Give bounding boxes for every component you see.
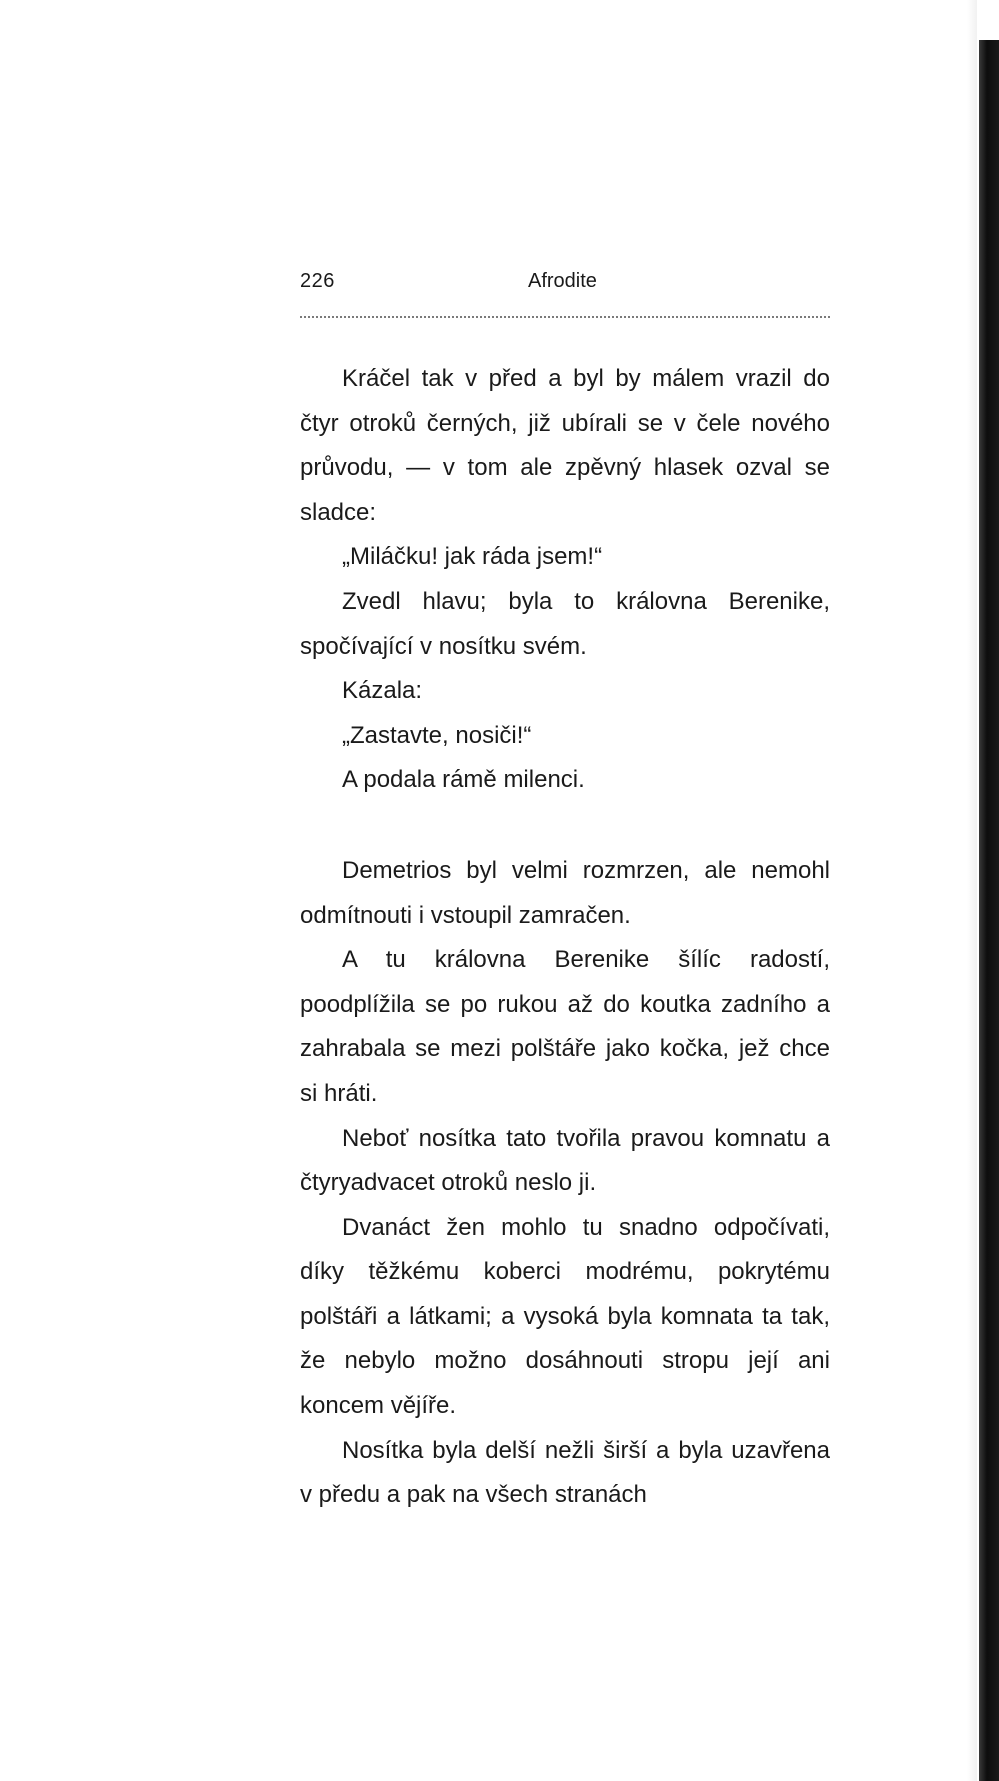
body-text: [300, 357, 830, 1518]
paragraph: Demetrios byl velmi rozmrzen, ale nemohl odmítnouti i vstoupil zamračen.: [300, 856, 830, 929]
running-title: Afrodite: [528, 270, 597, 292]
section-break: [300, 803, 830, 849]
book-spine-shadow: [979, 40, 999, 1781]
paragraph: Zvedl hlavu; byla to královna Berenike, spočívající v nosítku svém.: [300, 587, 830, 660]
header-divider: [300, 316, 830, 318]
paragraph: Kázala:: [342, 677, 423, 705]
paragraph: A tu královna Berenike šílíc radostí, poodplížila se po rukou až do koutka zadního a zahrabala se mezi polštáře jako kočka, jež chce si hráti.: [300, 946, 830, 1107]
paragraph: „Miláčku! jak ráda jsem!“: [342, 543, 603, 571]
paragraph: „Zastavte, nosiči!“: [342, 721, 532, 749]
page-number: 226: [300, 270, 335, 292]
page-header: [300, 270, 830, 306]
paragraph: A podala rámě milenci.: [342, 766, 585, 794]
paragraph: Nosítka byla delší nežli širší a byla uzavřena v předu a pak na všech stranách: [300, 1436, 830, 1509]
paragraph: Kráčel tak v před a byl by málem vrazil do čtyr otroků černých, již ubírali se v čele nového průvodu, — v tom ale zpěvný hlasek ozval se sladce:: [300, 365, 830, 526]
paragraph: Dvanáct žen mohlo tu snadno odpočívati, díky těžkému koberci modrému, pokrytému polštáři a látkami; a vysoká byla komnata ta tak, že nebylo možno dosáhnouti stropu její ani koncem vějíře.: [300, 1213, 830, 1420]
page-edge: [967, 0, 977, 1781]
paragraph: Neboť nosítka tato tvořila pravou komnatu a čtyryadvacet otroků neslo ji.: [300, 1124, 830, 1197]
